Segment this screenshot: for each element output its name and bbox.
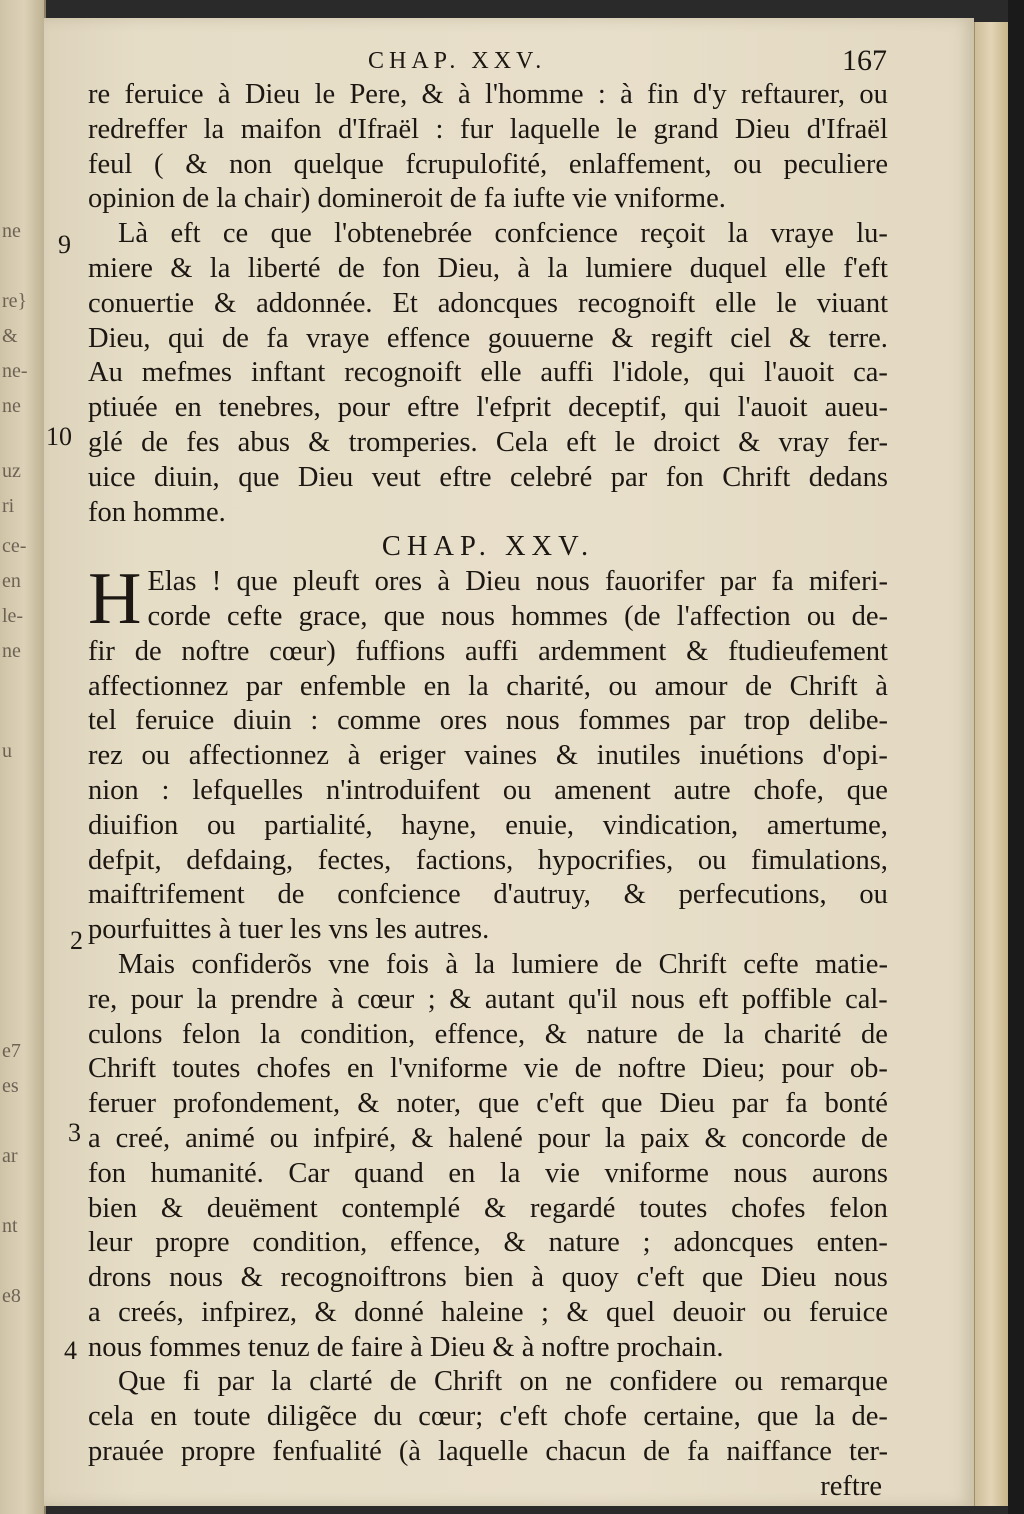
facing-page-fragment: nt <box>2 1215 18 1237</box>
running-head: CHAP. XXV. <box>368 48 547 74</box>
facing-page-fragment: ne <box>2 220 21 242</box>
facing-page-fragment: u <box>2 740 12 762</box>
facing-page-fragment: en <box>2 570 21 592</box>
catchword: reftre <box>820 1470 882 1502</box>
text-line: Là eft ce que l'obtenebrée confcience reçoit la vraye lu- <box>118 218 888 250</box>
facing-page-fragment: ri <box>2 495 15 517</box>
text-line: defpit, defdaing, fectes, factions, hypocrifies, ou fimulations, <box>88 844 888 876</box>
page-number: 167 <box>842 44 887 77</box>
text-line: corde cefte grace, que nous hommes (de l'affection ou de- <box>147 600 888 632</box>
chapter-heading: CHAP. XXV. <box>381 531 595 563</box>
background-shadow <box>1008 0 1024 1514</box>
margin-verse-number: 4 <box>64 1336 77 1365</box>
facing-page-fragment: le- <box>2 605 24 627</box>
facing-page-fragment: e7 <box>2 1040 21 1062</box>
text-line: tel feruice diuin : comme ores nous fommes par trop delibe- <box>88 705 888 737</box>
text-line: re feruice à Dieu le Pere, & à l'homme : à fin d'y reftaurer, ou <box>88 79 888 110</box>
text-line: Elas ! que pleuft ores à Dieu nous fauorifer par fa miferi- <box>147 566 888 598</box>
chapter-opening <box>88 558 888 641</box>
text-line: Chrift toutes chofes en l'vniforme vie de noftre Dieu; pour ob- <box>88 1053 888 1085</box>
text-line: affectionnez par enfemble en la charité, ou amour de Chrift à <box>88 670 888 702</box>
text-line: miere & la liberté de fon Dieu, à la lumiere duquel elle f'eft <box>88 252 888 284</box>
text-line: diuifion ou partialité, hayne, enuie, vindication, amertume, <box>88 809 888 841</box>
text-line: drons nous & recognoiftrons bien à quoy c'eft que Dieu nous <box>88 1262 888 1294</box>
facing-page-fragment: es <box>2 1075 19 1097</box>
text-line: ptiuée en tenebres, pour eftre l'efprit deceptif, qui l'auoit aueu- <box>88 392 888 424</box>
drop-capital: H <box>88 558 142 641</box>
facing-page-fragment: uz <box>2 460 21 482</box>
text-line: feruer profondement, & noter, que c'eft que Dieu par fa bonté <box>88 1088 888 1120</box>
facing-page-fragment: ne <box>2 395 21 417</box>
text-line: pourfuittes à tuer les vns les autres. <box>88 914 490 946</box>
text-line: a creé, animé ou infpiré, & halené pour la paix & concorde de <box>88 1122 888 1154</box>
text-line: culons felon la condition, effence, & nature de la charité de <box>88 1018 888 1050</box>
text-line: leur propre condition, effence, & nature ; adoncques enten- <box>88 1227 888 1259</box>
text-line: bien & deuëment contemplé & regardé toutes chofes felon <box>88 1192 888 1224</box>
text-line: fon homme. <box>88 496 226 528</box>
text-line: fir de noftre cœur) fuffions auffi ardemment & ftudieufement <box>88 635 888 667</box>
facing-page-fragment: re} <box>2 290 28 312</box>
margin-verse-number: 10 <box>46 422 72 451</box>
facing-page-fragment: e8 <box>2 1285 21 1307</box>
text-line: prauée propre fenfualité (à laquelle chacun de fa naiffance ter- <box>88 1436 888 1468</box>
text-line: cela en toute diligẽce du cœur; c'eft chofe certaine, que la de- <box>88 1401 888 1433</box>
body-text <box>88 78 888 1505</box>
text-line: rez ou affectionnez à eriger vaines & inutiles inuétions d'opi- <box>88 740 888 772</box>
facing-page-fragment: ne <box>2 640 21 662</box>
text-line: nous fommes tenuz de faire à Dieu & à noftre prochain. <box>88 1331 724 1363</box>
text-line: redreffer la maifon d'Ifraël : fur laquelle le grand Dieu d'Ifraël <box>88 113 888 145</box>
text-line: maiftrifement de confcience d'autruy, & perfecutions, ou <box>88 879 888 911</box>
text-line: Dieu, qui de fa vraye effence gouuerne & regift ciel & terre. <box>88 322 888 354</box>
text-line: feul ( & non quelque fcrupulofité, enlaffement, ou peculiere <box>88 148 888 180</box>
text-line: Au mefmes inftant recognoift elle auffi l'idole, qui l'auoit ca- <box>88 357 888 389</box>
text-line: fon humanité. Car quand en la vie vniforme nous aurons <box>88 1157 888 1189</box>
text-line: Que fi par la clarté de Chrift on ne confidere ou remarque <box>118 1366 888 1398</box>
facing-page-edge <box>0 0 46 1514</box>
text-line: re, pour la prendre à cœur ; & autant qu'il nous eft poffible cal- <box>88 983 888 1015</box>
facing-page-fragment: ne- <box>2 360 28 382</box>
margin-verse-number: 9 <box>58 230 71 259</box>
facing-page-fragment: & <box>2 325 18 347</box>
margin-verse-number: 2 <box>70 926 83 955</box>
text-line: conuertie & addonnée. Et adoncques recognoift elle le viuant <box>88 287 888 319</box>
text-line: Mais confiderõs vne fois à la lumiere de Chrift cefte matie- <box>118 948 888 980</box>
margin-verse-number: 3 <box>68 1118 81 1147</box>
text-line: a creés, infpirez, & donné haleine ; & quel deuoir ou feruice <box>88 1296 888 1328</box>
text-line: opinion de la chair) domineroit de fa iufte vie vniforme. <box>88 183 726 215</box>
facing-page-fragment: ce- <box>2 535 27 557</box>
text-line: uice diuin, que Dieu veut eftre celebré par fon Chrift dedans <box>88 461 888 493</box>
text-line: nion : lefquelles n'introduifent ou amenent autre chofe, que <box>88 774 888 806</box>
text-line: glé de fes abus & tromperies. Cela eft le droict & vray fer- <box>88 426 888 458</box>
facing-page-fragment: ar <box>2 1145 18 1167</box>
